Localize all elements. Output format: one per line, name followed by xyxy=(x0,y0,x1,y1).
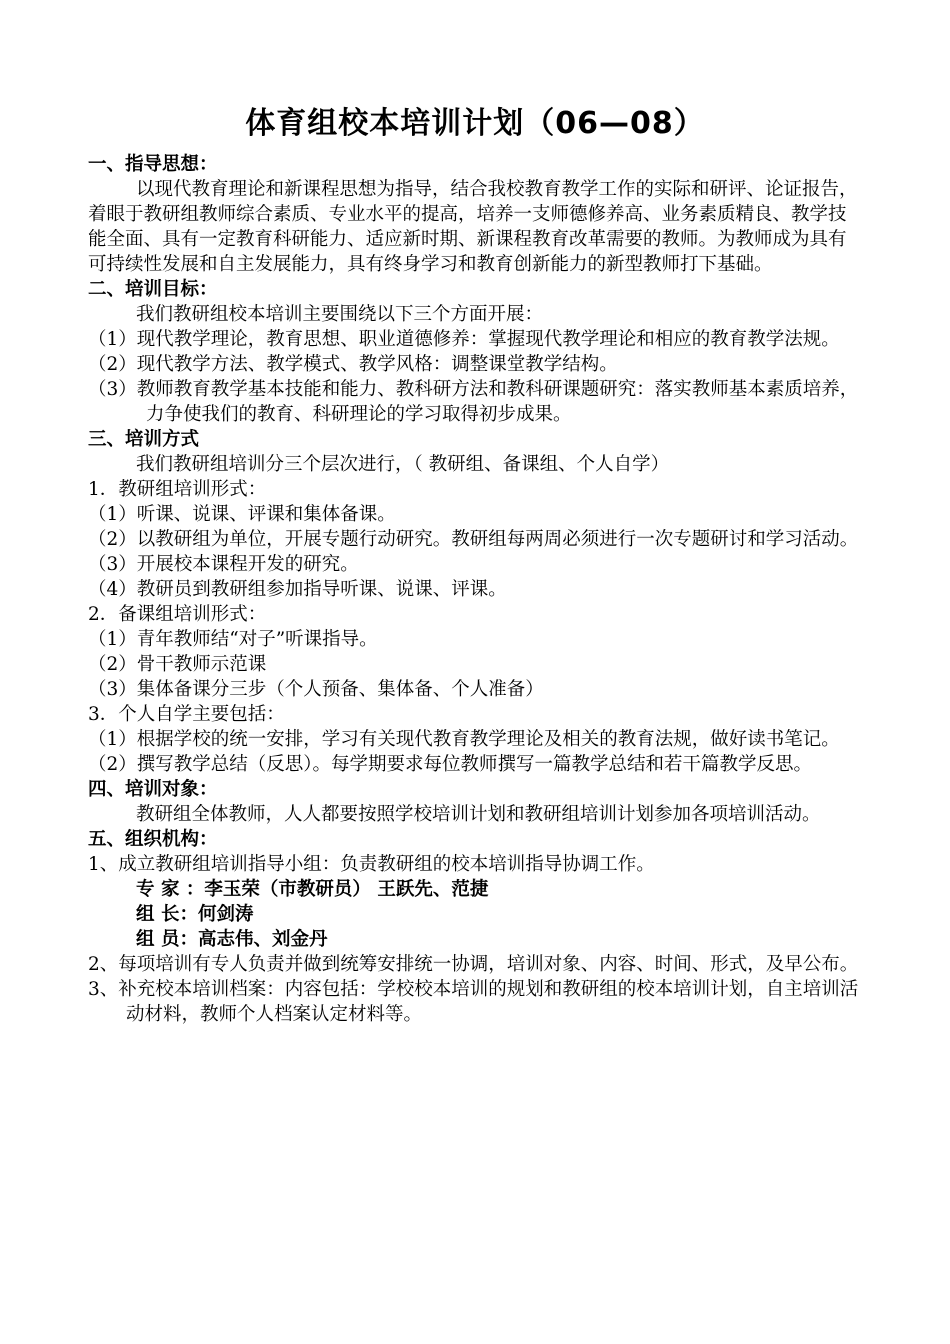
lesson-prep-item: （1）青年教师结“对子”听课指导。 xyxy=(88,629,378,650)
section-heading-organization: 五、组织机构： xyxy=(88,829,218,850)
lesson-prep-item: （3）集体备课分三步（个人预备、集体备、个人准备） xyxy=(88,679,544,700)
self-study-item: （1）根据学校的统一安排，学习有关现代教育教学理论及相关的教育法规，做好读书笔记。 xyxy=(88,729,840,750)
organization-leader: 组 长：何剑涛 xyxy=(136,904,254,925)
section-heading-guiding-thought: 一、指导思想： xyxy=(88,154,218,175)
self-study-item: （2）撰写教学总结（反思）。每学期要求每位教师撰写一篇教学总结和若干篇教学反思。 xyxy=(88,754,813,775)
training-methods-intro: 我们教研组培训分三个层次进行，（ 教研组、备课组、个人自学） xyxy=(136,454,670,475)
training-goal-item: （3）教师教育教学基本技能和能力、教科研方法和教科研课题研究：落实教师基本素质培养，力争使我们的教育、科研理论的学习取得初步成果。 xyxy=(88,379,859,425)
organization-item: 1、成立教研组培训指导小组：负责教研组的校本培训指导协调工作。 xyxy=(88,854,655,875)
teaching-group-item: （2）以教研组为单位，开展专题行动研究。教研组每两周必须进行一次专题研讨和学习活动。 xyxy=(88,529,859,550)
organization-item: 3、补充校本培训档案：内容包括：学校校本培训的规划和教研组的校本培训计划，自主培训活动材料，教师个人档案认定材料等。 xyxy=(88,979,859,1025)
section-heading-training-goals: 二、培训目标： xyxy=(88,279,218,300)
subheading-lesson-prep-group: 2．备课组培训形式： xyxy=(88,604,267,625)
subheading-teaching-group: 1．教研组培训形式： xyxy=(88,479,267,500)
document-body xyxy=(88,152,864,1027)
subheading-self-study: 3．个人自学主要包括： xyxy=(88,704,285,725)
section-heading-training-targets: 四、培训对象： xyxy=(88,779,218,800)
document-title: 体育组校本培训计划（06—08） xyxy=(245,106,705,141)
training-goals-intro: 我们教研组校本培训主要围绕以下三个方面开展： xyxy=(136,304,544,325)
guiding-thought-paragraph: 以现代教育理论和新课程思想为指导，结合我校教育教学工作的实际和研评、论证报告，着眼于教研组教师综合素质、专业水平的提高，培养一支师德修养高、业务素质精良、教学技能全面、具有一定教育科研能力、适应新时期、新课程教育改革需要的教师。为教师成为具有可持续性发展和自主发展能力，具有终身学习和教育创新能力的新型教师打下基础。 xyxy=(88,179,858,275)
teaching-group-item: （4）教研员到教研组参加指导听课、说课、评课。 xyxy=(88,579,507,600)
training-goal-item: （2）现代教学方法、教学模式、教学风格：调整课堂教学结构。 xyxy=(88,354,618,375)
organization-members: 组 员：高志伟、刘金丹 xyxy=(136,929,328,950)
lesson-prep-item: （2）骨干教师示范课 xyxy=(88,654,267,675)
teaching-group-item: （3）开展校本课程开发的研究。 xyxy=(88,554,359,575)
organization-experts: 专 家 ：李玉荣（市教研员） 王跃先、范捷 xyxy=(136,879,489,900)
organization-item: 2、每项培训有专人负责并做到统筹安排统一协调，培训对象、内容、时间、形式，及早公布。 xyxy=(88,954,859,975)
teaching-group-item: （1）听课、说课、评课和集体备课。 xyxy=(88,504,396,525)
training-targets-paragraph: 教研组全体教师，人人都要按照学校培训计划和教研组培训计划参加各项培训活动。 xyxy=(136,804,821,825)
section-heading-training-methods: 三、培训方式 xyxy=(88,429,200,450)
training-goal-item: （1）现代教学理论，教育思想、职业道德修养：掌握现代教学理论和相应的教育教学法规。 xyxy=(88,329,840,350)
